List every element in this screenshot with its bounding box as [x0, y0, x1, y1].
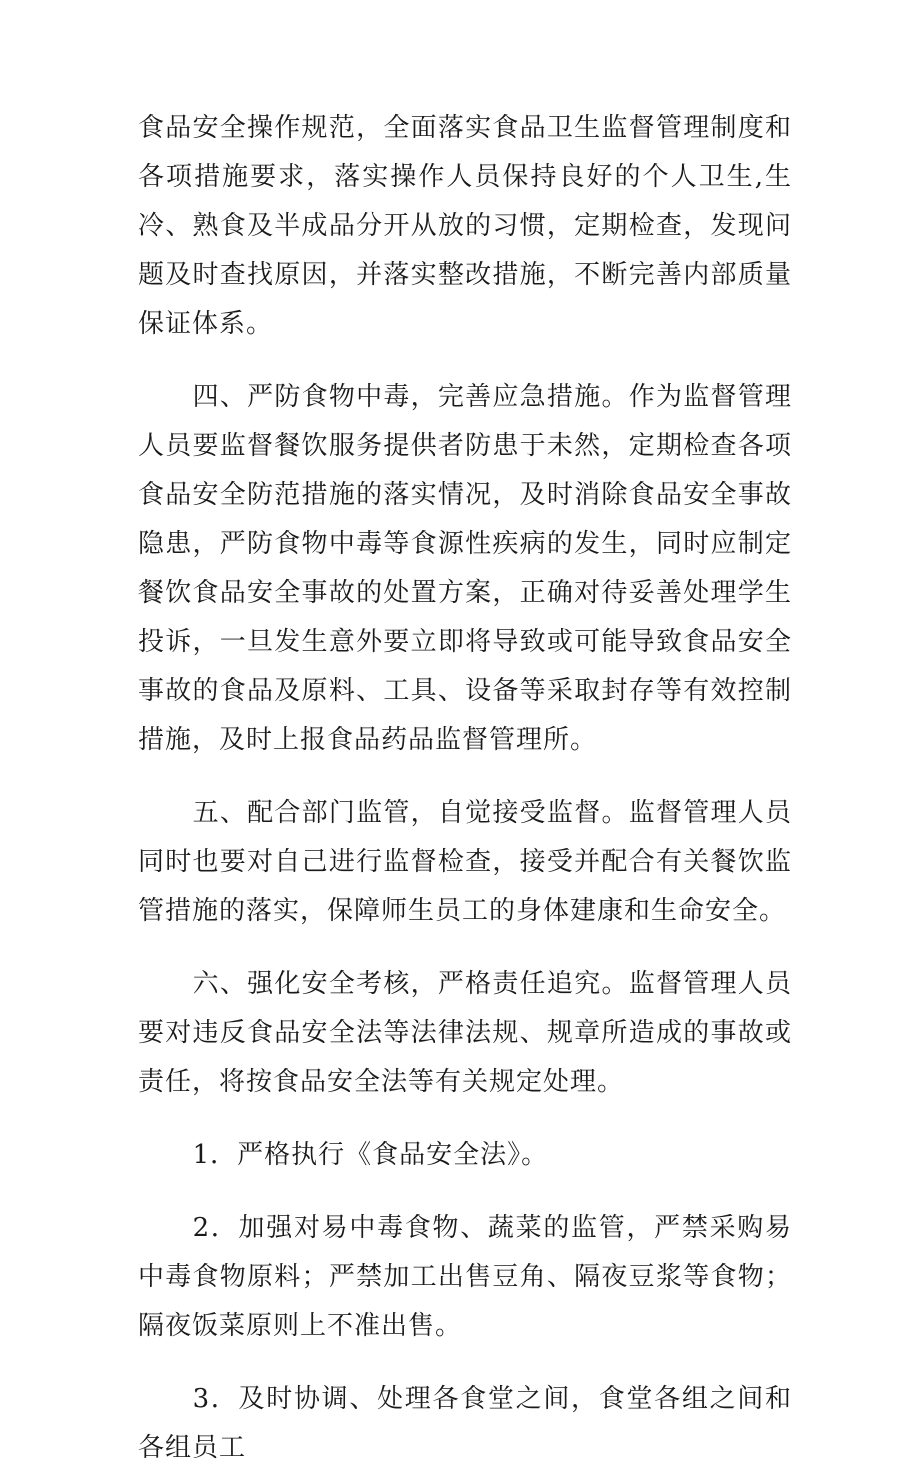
paragraph-section-6: 六、强化安全考核，严格责任追究。监督管理人员要对违反食品安全法等法律法规、规章所造成的事故或责任，将按食品安全法等有关规定处理。 — [138, 969, 792, 1097]
list-item-1: 1．严格执行《食品安全法》。 — [192, 1140, 549, 1170]
paragraph-continuation: 食品安全操作规范，全面落实食品卫生监督管理制度和各项措施要求，落实操作人员保持良好的个人卫生,生冷、熟食及半成品分开从放的习惯，定期检查，发现问题及时查找原因，并落实整改措施，不断完善内部质量保证体系。 — [138, 113, 792, 339]
list-item-3: 3．及时协调、处理各食堂之间，食堂各组之间和各组员工 — [138, 1384, 792, 1463]
paragraph-section-4: 四、严防食物中毒，完善应急措施。作为监督管理人员要监督餐饮服务提供者防患于未然，定期检查各项食品安全防范措施的落实情况，及时消除食品安全事故隐患，严防食物中毒等食源性疾病的发生，同时应制定餐饮食品安全事故的处置方案，正确对待妥善处理学生投诉，一旦发生意外要立即将导致或可能导致食品安全事故的食品及原料、工具、设备等采取封存等有效控制措施，及时上报食品药品监督管理所。 — [138, 382, 792, 755]
paragraph-section-5: 五、配合部门监管，自觉接受监督。监督管理人员同时也要对自己进行监督检查，接受并配合有关餐饮监管措施的落实，保障师生员工的身体建康和生命安全。 — [138, 798, 792, 926]
list-item-2: 2．加强对易中毒食物、蔬菜的监管，严禁采购易中毒食物原料；严禁加工出售豆角、隔夜豆浆等食物；隔夜饭菜原则上不准出售。 — [138, 1213, 792, 1341]
